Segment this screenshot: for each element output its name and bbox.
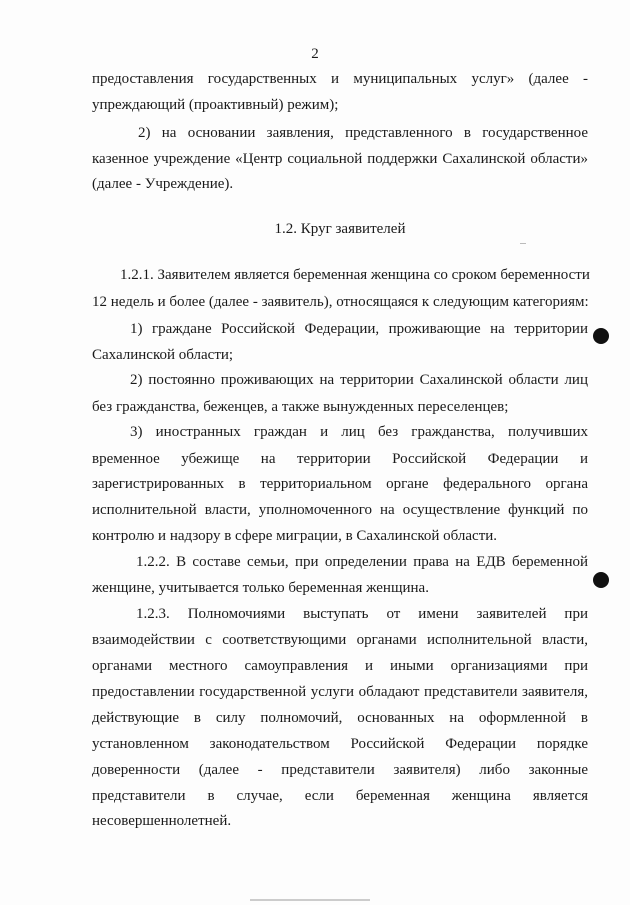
text-line: исполнительной власти, уполномоченного на осуществление функций по bbox=[92, 502, 588, 518]
text-line: (далее - Учреждение). bbox=[92, 176, 234, 192]
text-line: 2) постоянно проживающих на территории Сахалинской области лиц bbox=[130, 372, 588, 388]
section-heading: 1.2. Круг заявителей bbox=[274, 221, 406, 237]
text-line: женщине, учитывается только беременная женщина. bbox=[92, 580, 429, 596]
text-line: 1.2.2. В составе семьи, при определении права на ЕДВ беременной bbox=[136, 554, 588, 570]
binder-hole-mark bbox=[593, 572, 609, 588]
text-line: установленном законодательством Российской Федерации порядке bbox=[92, 736, 588, 752]
text-line: казенное учреждение «Центр социальной поддержки Сахалинской области» bbox=[92, 151, 588, 167]
text-line: 3) иностранных граждан и лиц без гражданства, получивших bbox=[130, 424, 588, 440]
text-line: упреждающий (проактивный) режим); bbox=[92, 97, 339, 113]
text-line: 12 недель и более (далее - заявитель), относящаяся к следующим категориям: bbox=[92, 294, 589, 310]
text-line: 1.2.3. Полномочиями выступать от имени заявителей при bbox=[136, 606, 588, 622]
text-line: 2) на основании заявления, представленного в государственное bbox=[138, 125, 588, 141]
scan-artifact bbox=[250, 899, 370, 901]
text-line: временное убежище на территории Российской Федерации и bbox=[92, 451, 588, 467]
page-number: 2 bbox=[311, 46, 319, 62]
text-line: органами местного самоуправления и иными организациями при bbox=[92, 658, 588, 674]
text-line: представители в случае, если беременная женщина является bbox=[92, 788, 588, 804]
text-line: предоставлении государственной услуги обладают представители заявителя, bbox=[92, 684, 588, 700]
text-line: предоставления государственных и муниципальных услуг» (далее - bbox=[92, 71, 588, 87]
text-line: действующие в силу полномочий, основанных на оформленной в bbox=[92, 710, 588, 726]
text-line: зарегистрированных в территориальном органе федерального органа bbox=[92, 476, 588, 492]
scan-speck bbox=[520, 243, 526, 244]
text-line: Сахалинской области; bbox=[92, 347, 234, 363]
text-line: без гражданства, беженцев, а также вынужденных переселенцев; bbox=[92, 399, 509, 415]
text-line: несовершеннолетней. bbox=[92, 813, 232, 829]
binder-hole-mark bbox=[593, 328, 609, 344]
text-line: доверенности (далее - представители заявителя) либо законные bbox=[92, 762, 588, 778]
text-line: 1) граждане Российской Федерации, проживающие на территории bbox=[130, 321, 588, 337]
text-line: взаимодействии с соответствующими органами исполнительной власти, bbox=[92, 632, 588, 648]
text-line: 1.2.1. Заявителем является беременная женщина со сроком беременности bbox=[120, 267, 590, 283]
text-line: контролю и надзору в сфере миграции, в Сахалинской области. bbox=[92, 528, 498, 544]
